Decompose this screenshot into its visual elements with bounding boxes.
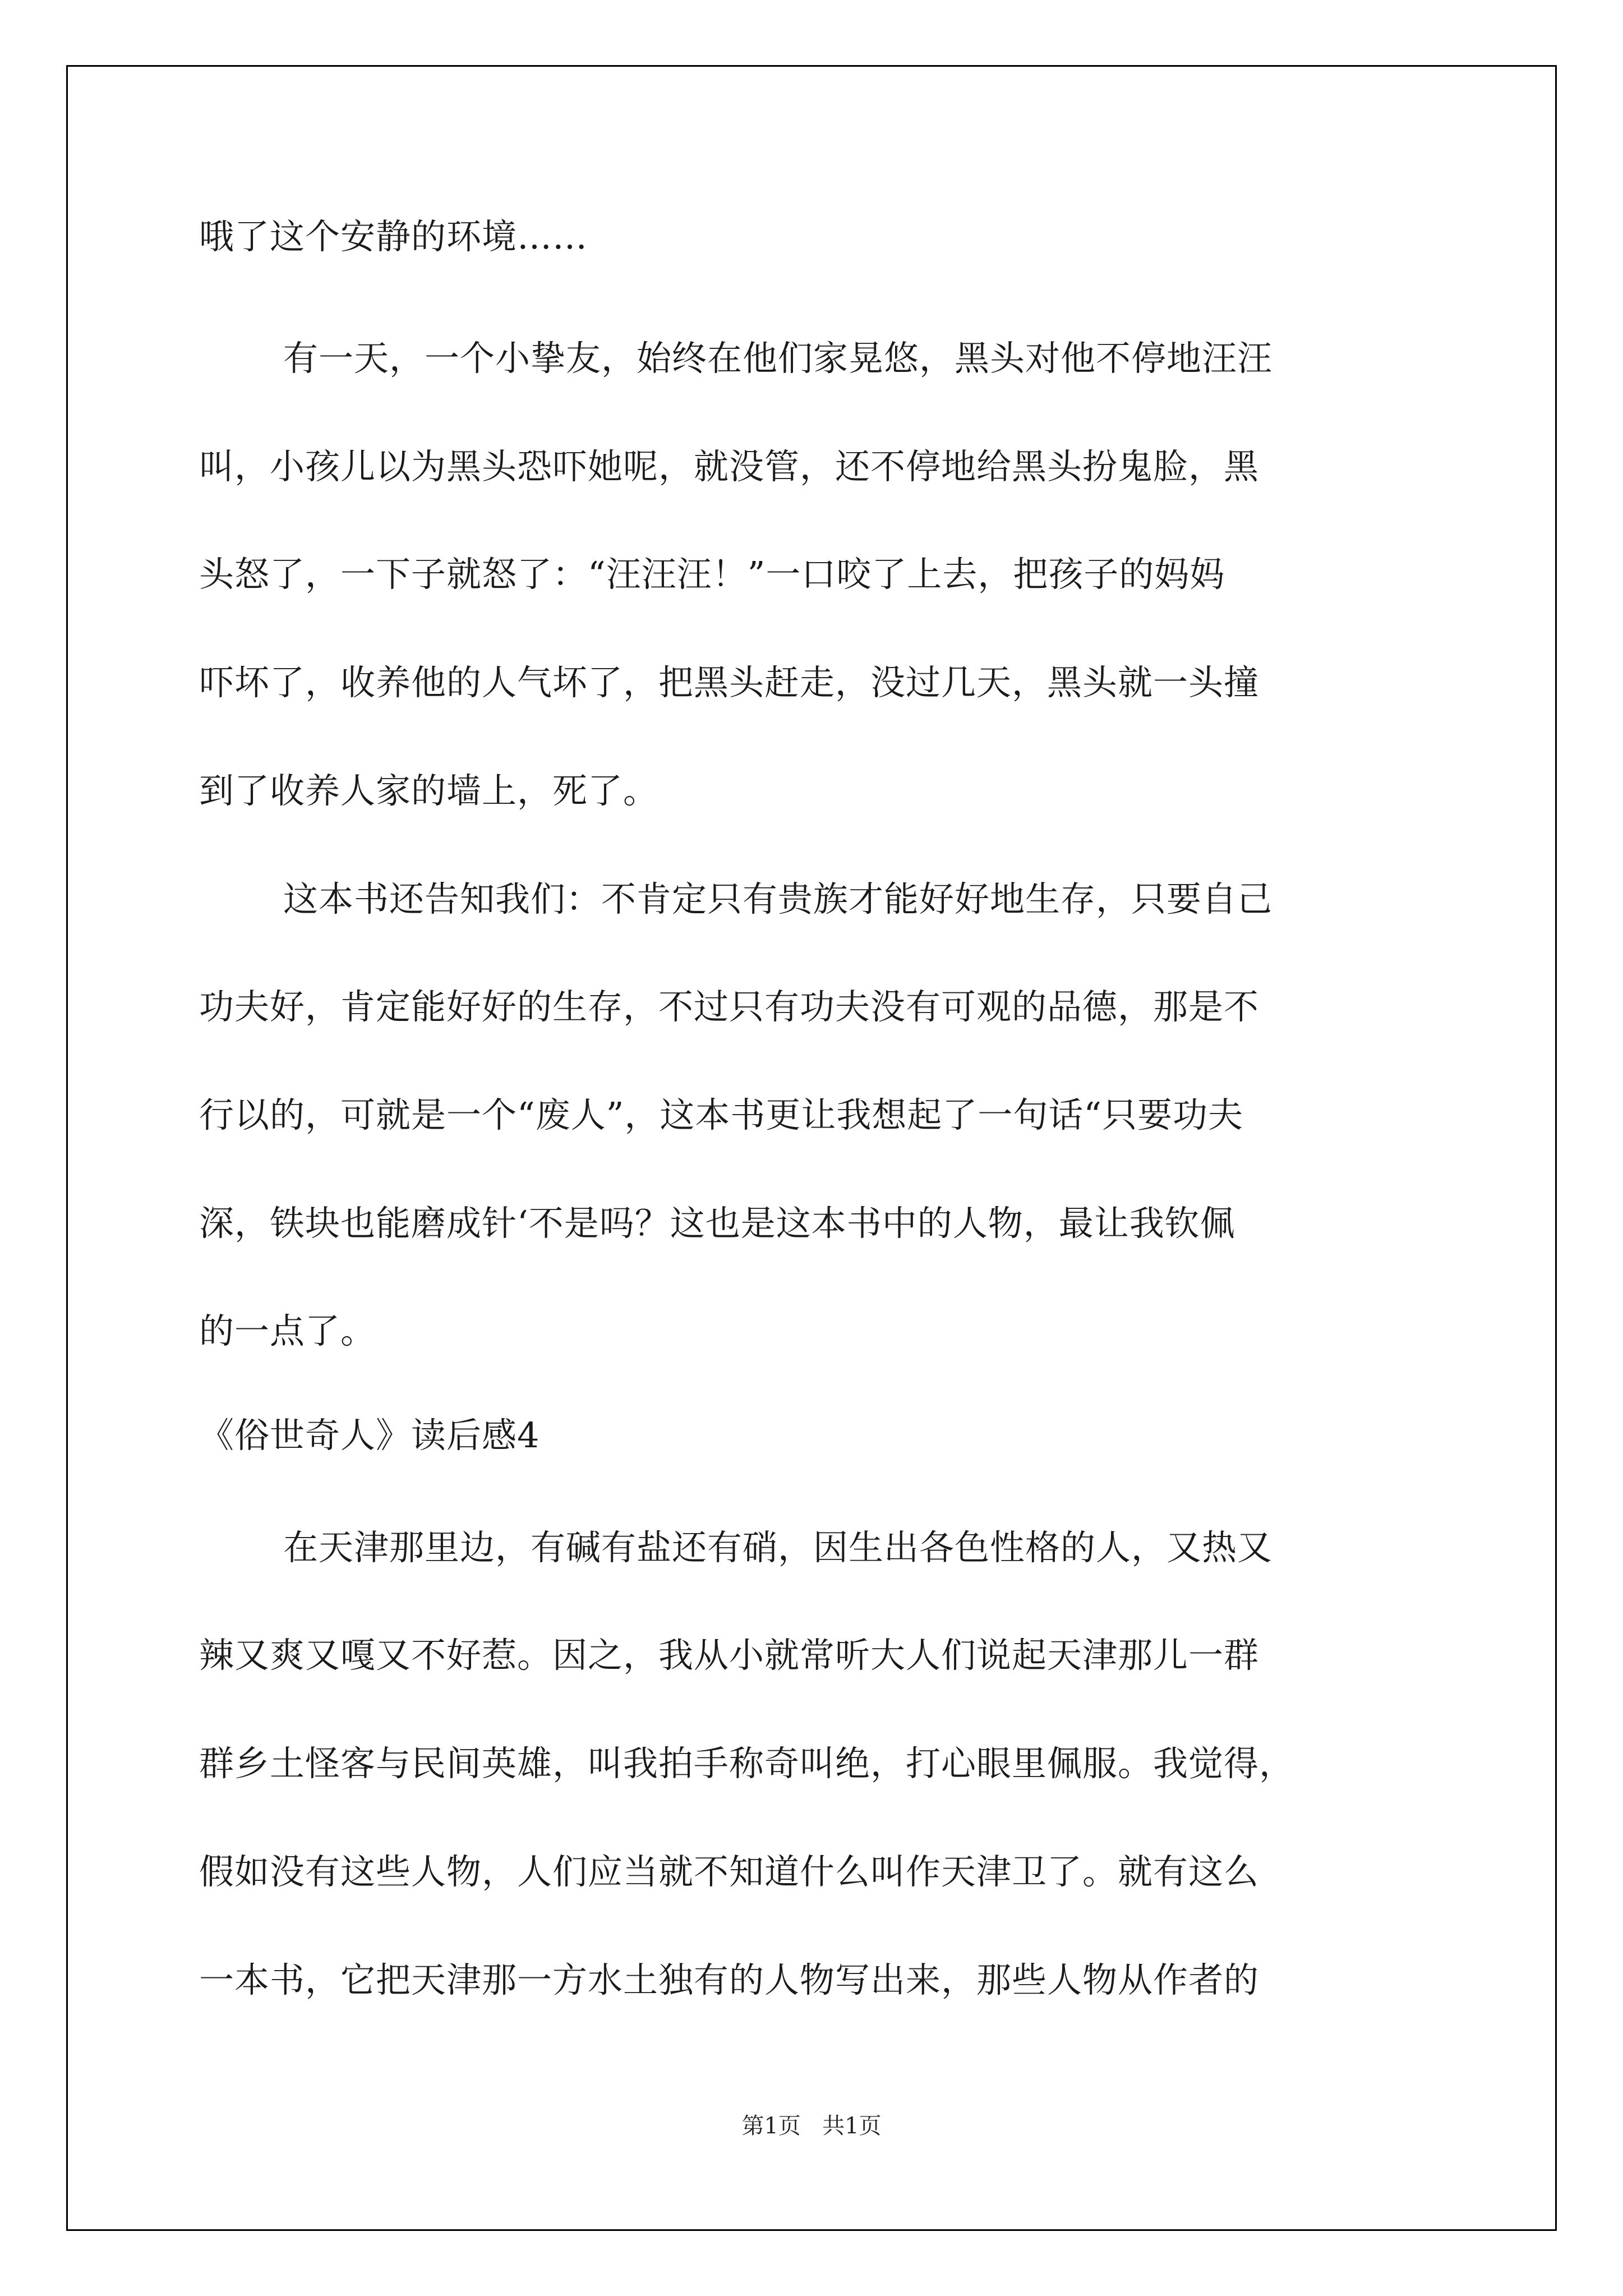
text-line: 吓坏了，收养他的人气坏了，把黑头赶走，没过几天，黑头就一头撞 xyxy=(199,662,1260,703)
text-line: 群乡土怪客与民间英雄，叫我拍手称奇叫绝，打心眼里佩服。我觉得， xyxy=(199,1743,1295,1784)
text-line: 功夫好，肯定能好好的生存，不过只有功夫没有可观的品德，那是不 xyxy=(199,986,1260,1027)
text-line: 一本书，它把天津那一方水土独有的人物写出来，那些人物从作者的 xyxy=(199,1959,1260,2000)
text-line: 到了收养人家的墙上，死了。 xyxy=(199,770,659,811)
page-number: 第1页 xyxy=(741,2113,801,2139)
page-total: 共1页 xyxy=(822,2113,882,2139)
text-line: 头怒了，一下子就怒了：“汪汪汪！”一口咬了上去，把孩子的妈妈 xyxy=(199,554,1225,595)
text-line: 哦了这个安静的环境…… xyxy=(199,216,588,257)
page-border xyxy=(66,65,1557,2231)
paragraph-start-line: 有一天，一个小挚友，始终在他们家晃悠，黑头对他不停地汪汪 xyxy=(283,338,1273,379)
text-line: 深，铁块也能磨成针‘不是吗？这也是这本书中的人物，最让我钦佩 xyxy=(199,1203,1235,1244)
section-heading: 《俗世奇人》读后感4 xyxy=(199,1415,540,1456)
page-footer xyxy=(0,2112,1623,2140)
text-line: 辣又爽又嘎又不好惹。因之，我从小就常听大人们说起天津那儿一群 xyxy=(199,1635,1260,1676)
paragraph-start-line: 这本书还告知我们：不肯定只有贵族才能好好地生存，只要自己 xyxy=(283,878,1273,919)
text-line: 假如没有这些人物，人们应当就不知道什么叫作天津卫了。就有这么 xyxy=(199,1851,1260,1892)
text-line: 行以的，可就是一个“废人”，这本书更让我想起了一句话“只要功夫 xyxy=(199,1094,1244,1135)
text-line: 叫，小孩儿以为黑头恐吓她呢，就没管，还不停地给黑头扮鬼脸，黑 xyxy=(199,446,1260,487)
paragraph-start-line: 在天津那里边，有碱有盐还有硝，因生出各色性格的人，又热又 xyxy=(283,1527,1273,1568)
text-line: 的一点了。 xyxy=(199,1310,376,1351)
